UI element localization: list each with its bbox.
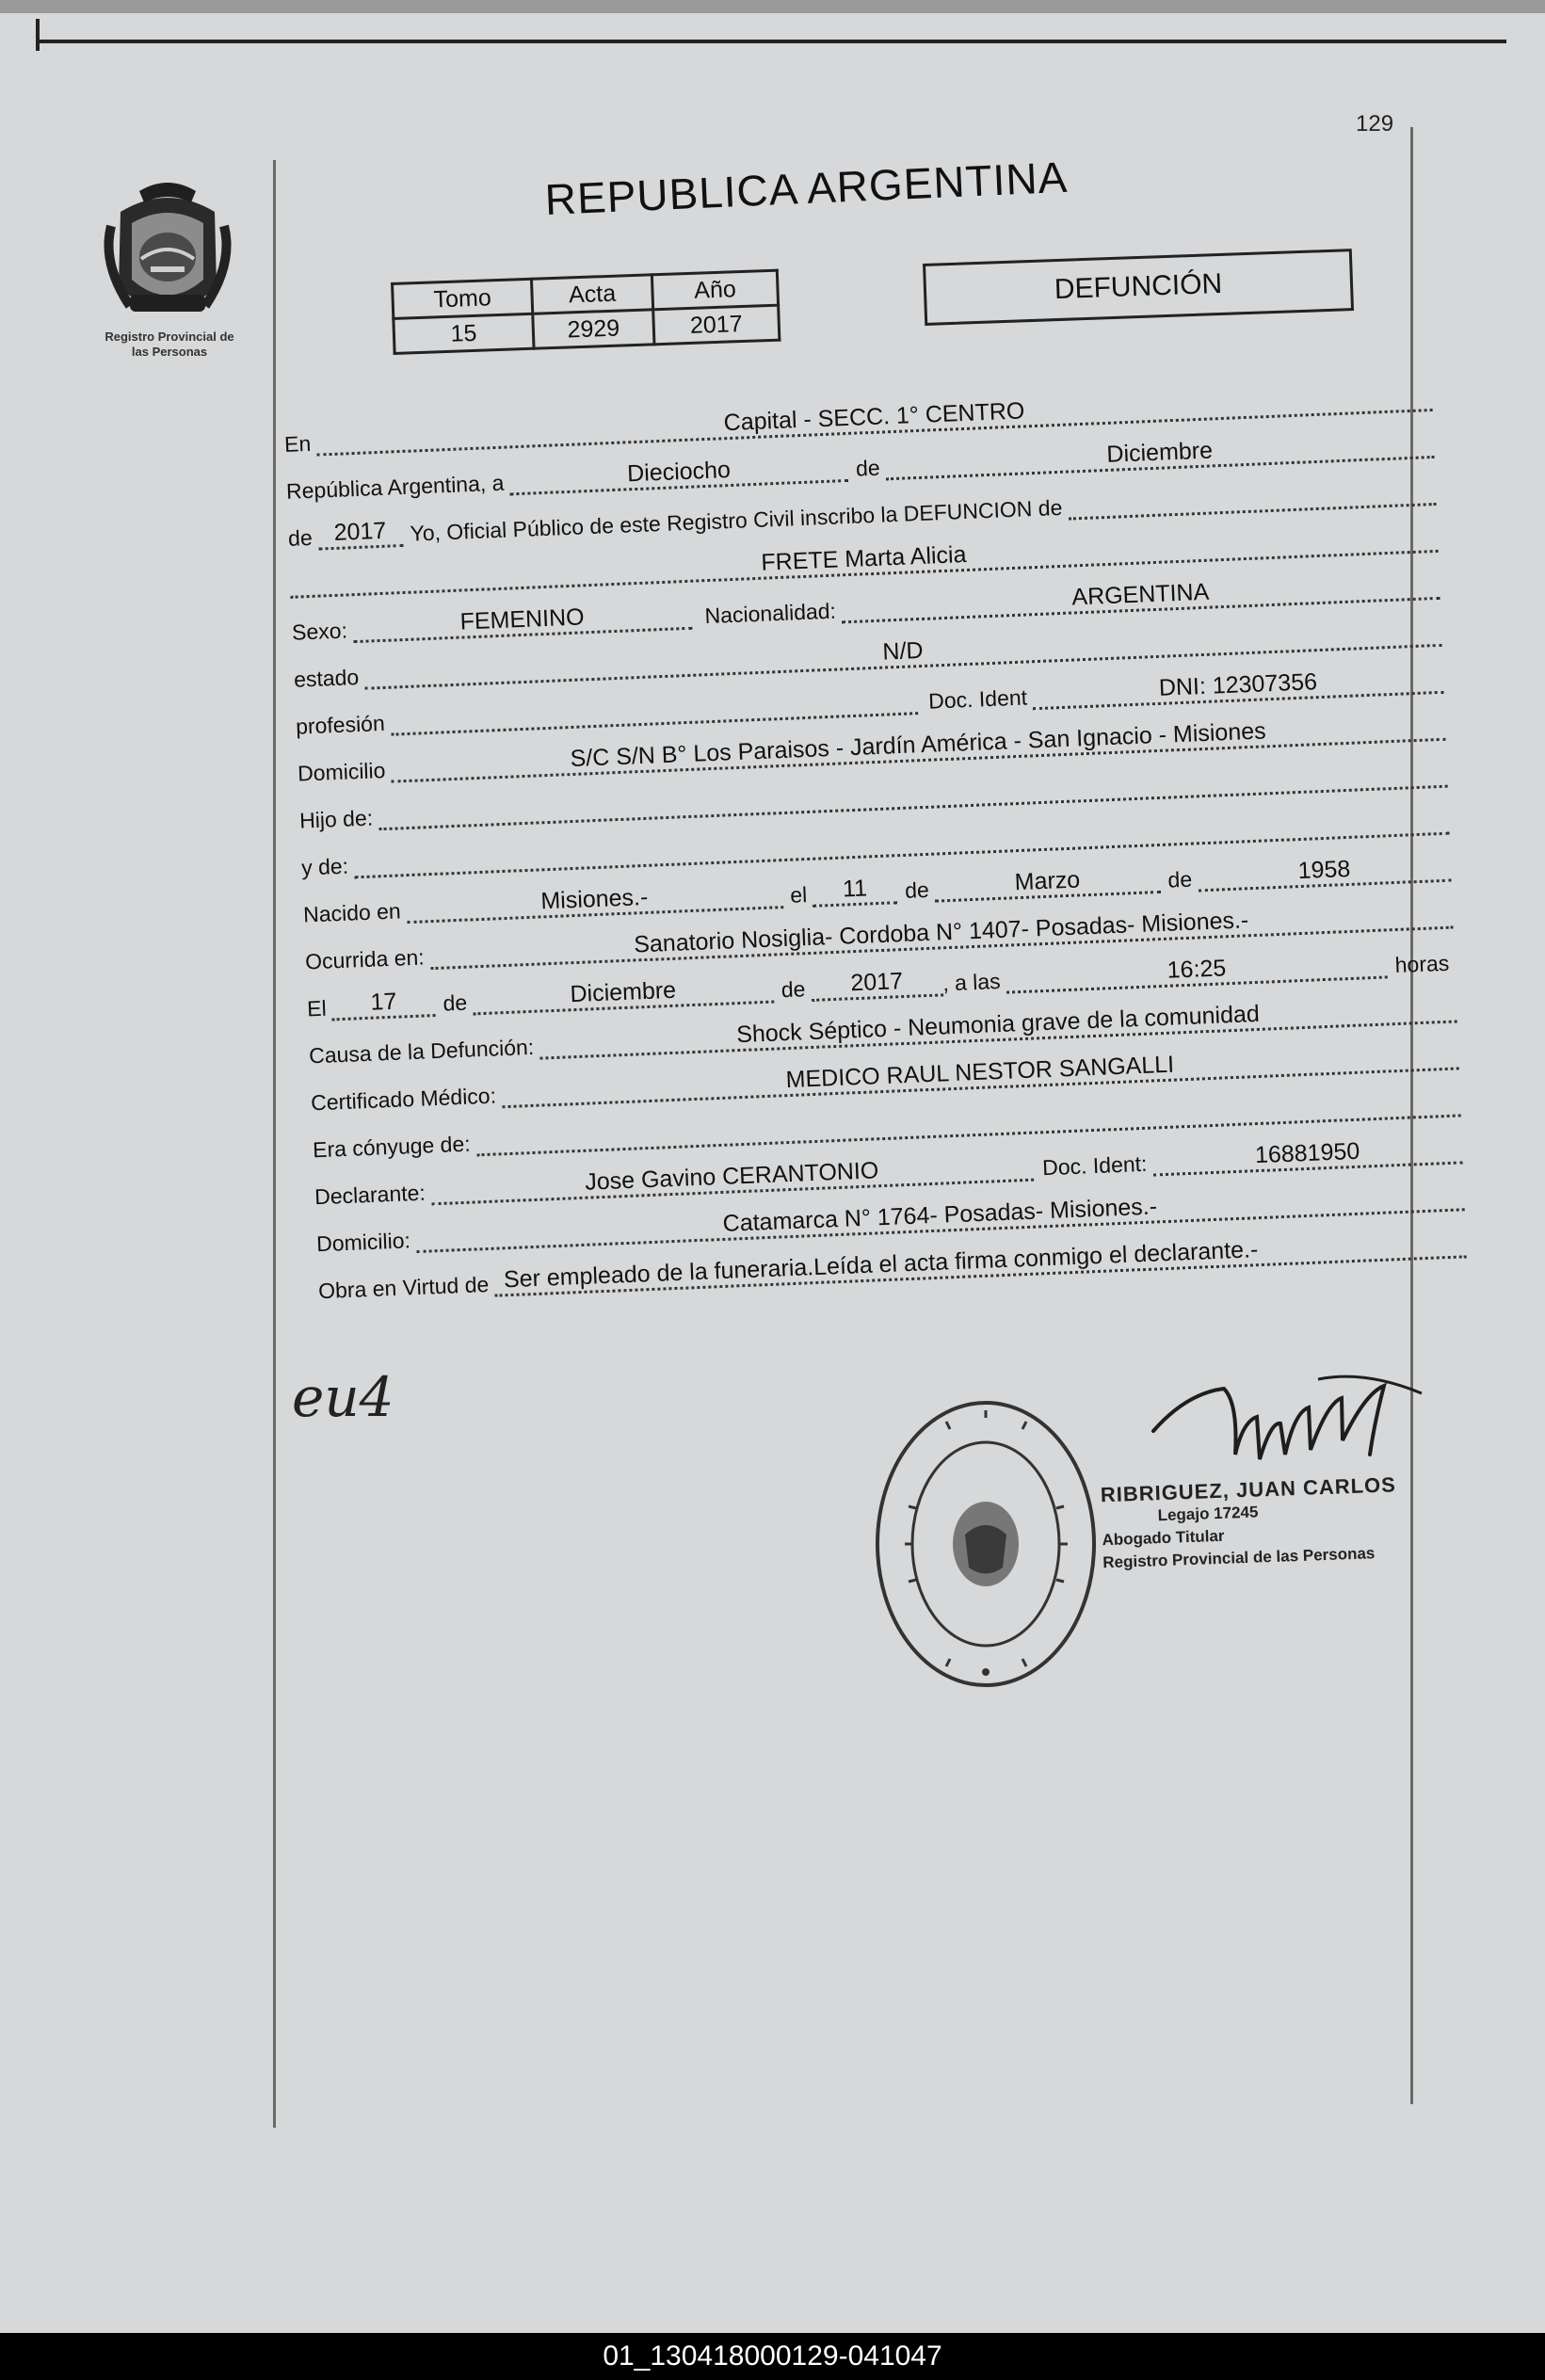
scan-edge [0, 0, 1545, 13]
signature-icon [1149, 1365, 1431, 1478]
label-declarante: Declarante: [314, 1180, 426, 1210]
value-birth-month: Marzo [934, 862, 1161, 903]
left-margin-line [273, 160, 276, 2128]
handwritten-initials: eu4 [292, 1365, 394, 1429]
death-record-form [282, 349, 1469, 1355]
value-certificado: MEDICO RAUL NESTOR SANGALLI [501, 1038, 1459, 1108]
label-sexo: Sexo: [291, 618, 348, 645]
value-death-time: 16:25 [1006, 947, 1388, 993]
label-de-death-2: de [781, 976, 806, 1003]
label-doc-ident: Doc. Ident [927, 684, 1028, 714]
document-type-box: DEFUNCIÓN [923, 249, 1354, 326]
label-de-death-1: de [442, 989, 468, 1016]
value-ocurrida: Sanatorio Nosiglia- Cordoba N° 1407- Posadas- Misiones.- [429, 898, 1454, 971]
value-causa: Shock Séptico - Neumonia grave de la comunidad [539, 991, 1456, 1059]
value-death-month: Diciembre [472, 973, 774, 1016]
label-conyuge: Era cónyuge de: [312, 1131, 472, 1163]
value-month: Diciembre [885, 427, 1435, 480]
registry-label: Registro Provincial de las Personas [105, 330, 234, 359]
header-anio: Año [652, 270, 778, 310]
value-estado: N/D [363, 616, 1441, 690]
signer-org: Registro Provincial de las Personas [1102, 1544, 1376, 1572]
value-year: 2017 [317, 516, 403, 551]
label-el: el [789, 882, 808, 908]
inscription-text: Yo, Oficial Público de este Registro Civil inscribo la DEFUNCION de [410, 494, 1063, 546]
value-obra: Ser empleado de la funeraria.Leída el acta firma conmigo el declarante.- [493, 1227, 1466, 1296]
value-domicilio-declarante: Catamarca N° 1764- Posadas- Misiones.- [415, 1180, 1465, 1253]
label-domicilio: Domicilio [297, 757, 386, 786]
value-tomo: 15 [394, 314, 534, 353]
value-sexo: FEMENINO [352, 599, 692, 643]
label-el-date: El [306, 995, 328, 1021]
label-ocurrida: Ocurrida en: [304, 944, 426, 974]
label-nacido: Nacido en [302, 898, 402, 927]
label-horas: horas [1394, 950, 1450, 978]
value-anio: 2017 [653, 305, 780, 345]
value-death-day: 17 [331, 986, 436, 1021]
label-obra: Obra en Virtud de [317, 1271, 490, 1304]
value-birth-day: 11 [812, 873, 897, 908]
province-crest-icon [92, 174, 243, 330]
label-republica: República Argentina, a [285, 470, 505, 504]
signer-legajo: Legajo 17245 [1157, 1503, 1259, 1525]
scan-id-footer: 01_130418000129-041047 [0, 2333, 1545, 2380]
top-tick [36, 19, 40, 51]
value-declarante: Jose Gavino CERANTONIO [430, 1150, 1034, 1206]
label-estado: estado [293, 664, 360, 692]
official-seal-icon [871, 1393, 1102, 1695]
label-de: de [855, 455, 881, 481]
top-rule [38, 40, 1506, 43]
label-hijo-de: Hijo de: [298, 805, 374, 833]
value-birth-place: Misiones.- [406, 877, 783, 924]
value-deceased-name: FRETE Marta Alicia [289, 522, 1438, 599]
label-de-year: de [287, 524, 314, 551]
value-domicilio: S/C S/N B° Los Paraisos - Jardín América - San Ignacio - Misiones [391, 710, 1446, 783]
label-causa: Causa de la Defunción: [308, 1034, 535, 1069]
page-number: 129 [1356, 111, 1394, 137]
signer-name: RIBRIGUEZ, JUAN CARLOS [1100, 1472, 1397, 1507]
value-declarante-doc: 16881950 [1152, 1133, 1463, 1176]
label-certificado: Certificado Médico: [310, 1083, 497, 1116]
value-birth-year: 1958 [1197, 851, 1451, 892]
value-doc-ident: DNI: 12307356 [1032, 663, 1444, 710]
document-title: REPUBLICA ARGENTINA [543, 152, 1070, 225]
value-en: Capital - SECC. 1° CENTRO [315, 380, 1432, 457]
value-acta: 2929 [533, 310, 654, 348]
signature-block [1100, 1472, 1441, 1575]
signer-title: Abogado Titular [1102, 1526, 1225, 1550]
header-acta: Acta [531, 275, 652, 314]
label-de-birth-2: de [1167, 866, 1193, 892]
label-declarante-doc: Doc. Ident: [1041, 1150, 1148, 1181]
label-domicilio-declarante: Domicilio: [315, 1228, 411, 1257]
header-tomo: Tomo [393, 279, 533, 318]
label-a-las: , a las [941, 968, 1002, 996]
value-death-year: 2017 [811, 965, 943, 1002]
value-day: Dieciocho [509, 451, 849, 495]
label-nacionalidad: Nacionalidad: [704, 598, 837, 629]
inscription-fill [1069, 503, 1437, 521]
label-de-birth-1: de [904, 876, 930, 903]
label-profesion: profesión [295, 710, 386, 739]
label-y-de: y de: [300, 853, 349, 880]
value-nacionalidad: ARGENTINA [841, 569, 1440, 623]
label-en: En [283, 430, 312, 457]
record-table [391, 269, 781, 355]
